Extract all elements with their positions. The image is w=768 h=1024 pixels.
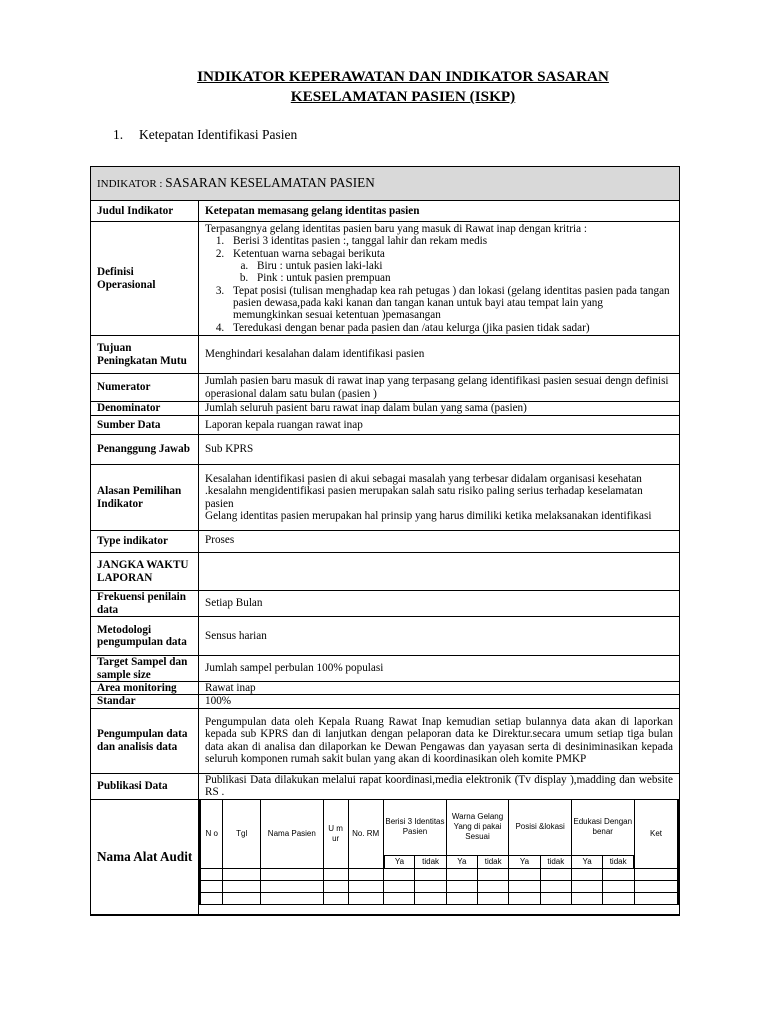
audit-col-nama: Nama Pasien	[261, 800, 324, 869]
alasan-paragraph-1: Kesalahan identifikasi pasien di akui sebagai masalah yang terbesar didalam organisasi kesehatan .kesalahn mengidentifikasi pasien merupakan salah satu risiko paling serius terhadap keselamatan pasien	[205, 472, 643, 510]
audit-col-tgl: Tgl	[223, 800, 261, 869]
section-heading	[113, 127, 297, 143]
numerator-value: Jumlah pasien baru masuk di rawat inap yang terpasang gelang identifikasi pasien sesuai dengn definisi operasional dalam satu bulan (pasien )	[199, 374, 680, 402]
publikasi-value: Publikasi Data dilakukan melalui rapat koordinasi,media elektronik (Tv display ),madding dan website RS .	[199, 773, 680, 799]
section-number: 1.	[113, 127, 124, 142]
row-penanggung	[91, 435, 680, 465]
target-value: Jumlah sampel perbulan 100% populasi	[199, 656, 680, 682]
row-metodologi	[91, 617, 680, 656]
row-sumber	[91, 416, 680, 435]
header-title: SASARAN KESELAMATAN PASIEN	[165, 174, 375, 190]
jangka-value	[199, 553, 680, 591]
audit-col-ket: Ket	[634, 800, 678, 869]
audit-cell	[91, 799, 680, 915]
row-judul	[91, 201, 680, 222]
row-numerator	[91, 374, 680, 402]
audit-edukasi-ya: Ya	[571, 856, 602, 869]
audit-blank-row	[200, 869, 678, 881]
row-target	[91, 656, 680, 682]
row-publikasi	[91, 773, 680, 799]
row-standar	[91, 695, 680, 708]
row-alasan	[91, 465, 680, 531]
audit-posisi-tidak: tidak	[540, 856, 571, 869]
definisi-list	[205, 235, 673, 333]
audit-warna-ya: Ya	[446, 856, 477, 869]
area-value: Rawat inap	[199, 682, 680, 695]
audit-col-warna: Warna Gelang Yang di pakai Sesuai	[446, 800, 509, 856]
definisi-sub-a: a. Biru : untuk pasien laki-laki	[251, 260, 673, 272]
audit-posisi-ya: Ya	[509, 856, 540, 869]
row-frekuensi	[91, 591, 680, 617]
definisi-value	[199, 222, 680, 336]
audit-blank-row	[200, 893, 678, 905]
denominator-label: Denominator	[91, 402, 199, 416]
audit-label: Nama Alat Audit	[91, 800, 199, 914]
audit-col-rm: No. RM	[348, 800, 383, 869]
definisi-label: Definisi Operasional	[91, 222, 199, 336]
audit-col-edukasi: Edukasi Dengan benar	[571, 800, 634, 856]
target-label: Target Sampel dan sample size	[91, 656, 199, 682]
section-title: Ketepatan Identifikasi Pasien	[139, 127, 298, 142]
sumber-value: Laporan kepala ruangan rawat inap	[199, 416, 680, 435]
definisi-item-2	[227, 248, 673, 285]
type-value: Proses	[199, 531, 680, 553]
table-header-row	[91, 167, 680, 201]
row-audit	[91, 799, 680, 915]
denominator-value: Jumlah seluruh pasient baru rawat inap dalam bulan yang sama (pasien)	[199, 402, 680, 416]
metodologi-value: Sensus harian	[199, 617, 680, 656]
audit-col-no: N o	[200, 800, 223, 869]
penanggung-label: Penanggung Jawab	[91, 435, 199, 465]
row-pengumpulan	[91, 708, 680, 773]
pengumpulan-value: Pengumpulan data oleh Kepala Ruang Rawat Inap kemudian setiap bulannya data akan di laporkan kepada sub KPRS dan di lanjutkan dengan pelaporan data ke Direktur.secara umum setiap tiga bulan data akan di analisa dan dilaporkan ke Dewan Pengawas dan yayasan serta di desiniminasikan kepada seluruh komponen rumah sakit bulan yang akan di koordinasikan oleh komite PMKP	[199, 708, 680, 773]
numerator-label: Numerator	[91, 374, 199, 402]
audit-header-row	[200, 800, 678, 856]
alasan-value	[199, 465, 680, 531]
definisi-sublist	[233, 260, 673, 285]
definisi-sub-b: b. Pink : untuk pasien prempuan	[251, 272, 673, 284]
title-line-2: KESELAMATAN PASIEN (ISKP)	[290, 88, 516, 105]
audit-edukasi-tidak: tidak	[603, 856, 634, 869]
alasan-label: Alasan Pemilihan Indikator	[91, 465, 199, 531]
standar-label: Standar	[91, 695, 199, 708]
audit-berisi-tidak: tidak	[415, 856, 446, 869]
row-definisi	[91, 222, 680, 336]
audit-col-umur: U m ur	[323, 800, 348, 869]
row-tujuan	[91, 336, 680, 374]
definisi-item-1: 1. Berisi 3 identitas pasien :, tanggal lahir dan rekam medis	[227, 235, 673, 247]
definisi-item-3: 3. Tepat posisi (tulisan menghadap kea rah petugas ) dan lokasi (gelang identitas pasien pada tangan pasien dewasa,pada kaki kanan dan tangan kanan untuk bayi atau tempat lain yang memungkinkan sesuai ketentuan )pemasangan	[227, 285, 673, 322]
row-area	[91, 682, 680, 695]
audit-berisi-ya: Ya	[384, 856, 415, 869]
penanggung-value: Sub KPRS	[199, 435, 680, 465]
frekuensi-value: Setiap Bulan	[199, 591, 680, 617]
audit-warna-tidak: tidak	[478, 856, 509, 869]
area-label: Area monitoring	[91, 682, 199, 695]
type-label: Type indikator	[91, 531, 199, 553]
audit-blank-row	[200, 881, 678, 893]
header-prefix: INDIKATOR :	[97, 177, 166, 190]
standar-value: 100%	[199, 695, 680, 708]
pengumpulan-label: Pengumpulan data dan analisis data	[91, 708, 199, 773]
tujuan-value: Menghindari kesalahan dalam identifikasi pasien	[199, 336, 680, 374]
title-line-1: INDIKATOR KEPERAWATAN DAN INDIKATOR SASARAN	[197, 68, 609, 85]
row-denominator	[91, 402, 680, 416]
audit-col-berisi: Berisi 3 Identitas Pasien	[384, 800, 447, 856]
row-type	[91, 531, 680, 553]
tujuan-label: Tujuan Peningkatan Mutu	[91, 336, 199, 374]
frekuensi-label: Frekuensi penilain data	[91, 591, 199, 617]
judul-label: Judul Indikator	[91, 201, 199, 222]
row-jangka	[91, 553, 680, 591]
jangka-label: JANGKA WAKTU LAPORAN	[91, 553, 199, 591]
audit-col-posisi: Posisi &lokasi	[509, 800, 572, 856]
indicator-table	[90, 166, 680, 916]
audit-table	[199, 800, 679, 906]
alasan-paragraph-2: Gelang identitas pasien merupakan hal prinsip yang harus dimiliki ketika melaksanakan identifikasi	[205, 509, 652, 522]
publikasi-label: Publikasi Data	[91, 773, 199, 799]
definisi-intro: Terpasangnya gelang identitas pasien baru yang masuk di Rawat inap dengan kritria :	[205, 223, 587, 236]
document-title	[92, 67, 714, 107]
definisi-item-2-text: Ketentuan warna sebagai berikuta	[233, 247, 385, 260]
sumber-label: Sumber Data	[91, 416, 199, 435]
table-header	[91, 167, 680, 201]
metodologi-label: Metodologi pengumpulan data	[91, 617, 199, 656]
definisi-item-4: 4. Teredukasi dengan benar pada pasien dan /atau kelurga (jika pasien tidak sadar)	[227, 322, 673, 334]
judul-value: Ketepatan memasang gelang identitas pasien	[199, 201, 680, 222]
